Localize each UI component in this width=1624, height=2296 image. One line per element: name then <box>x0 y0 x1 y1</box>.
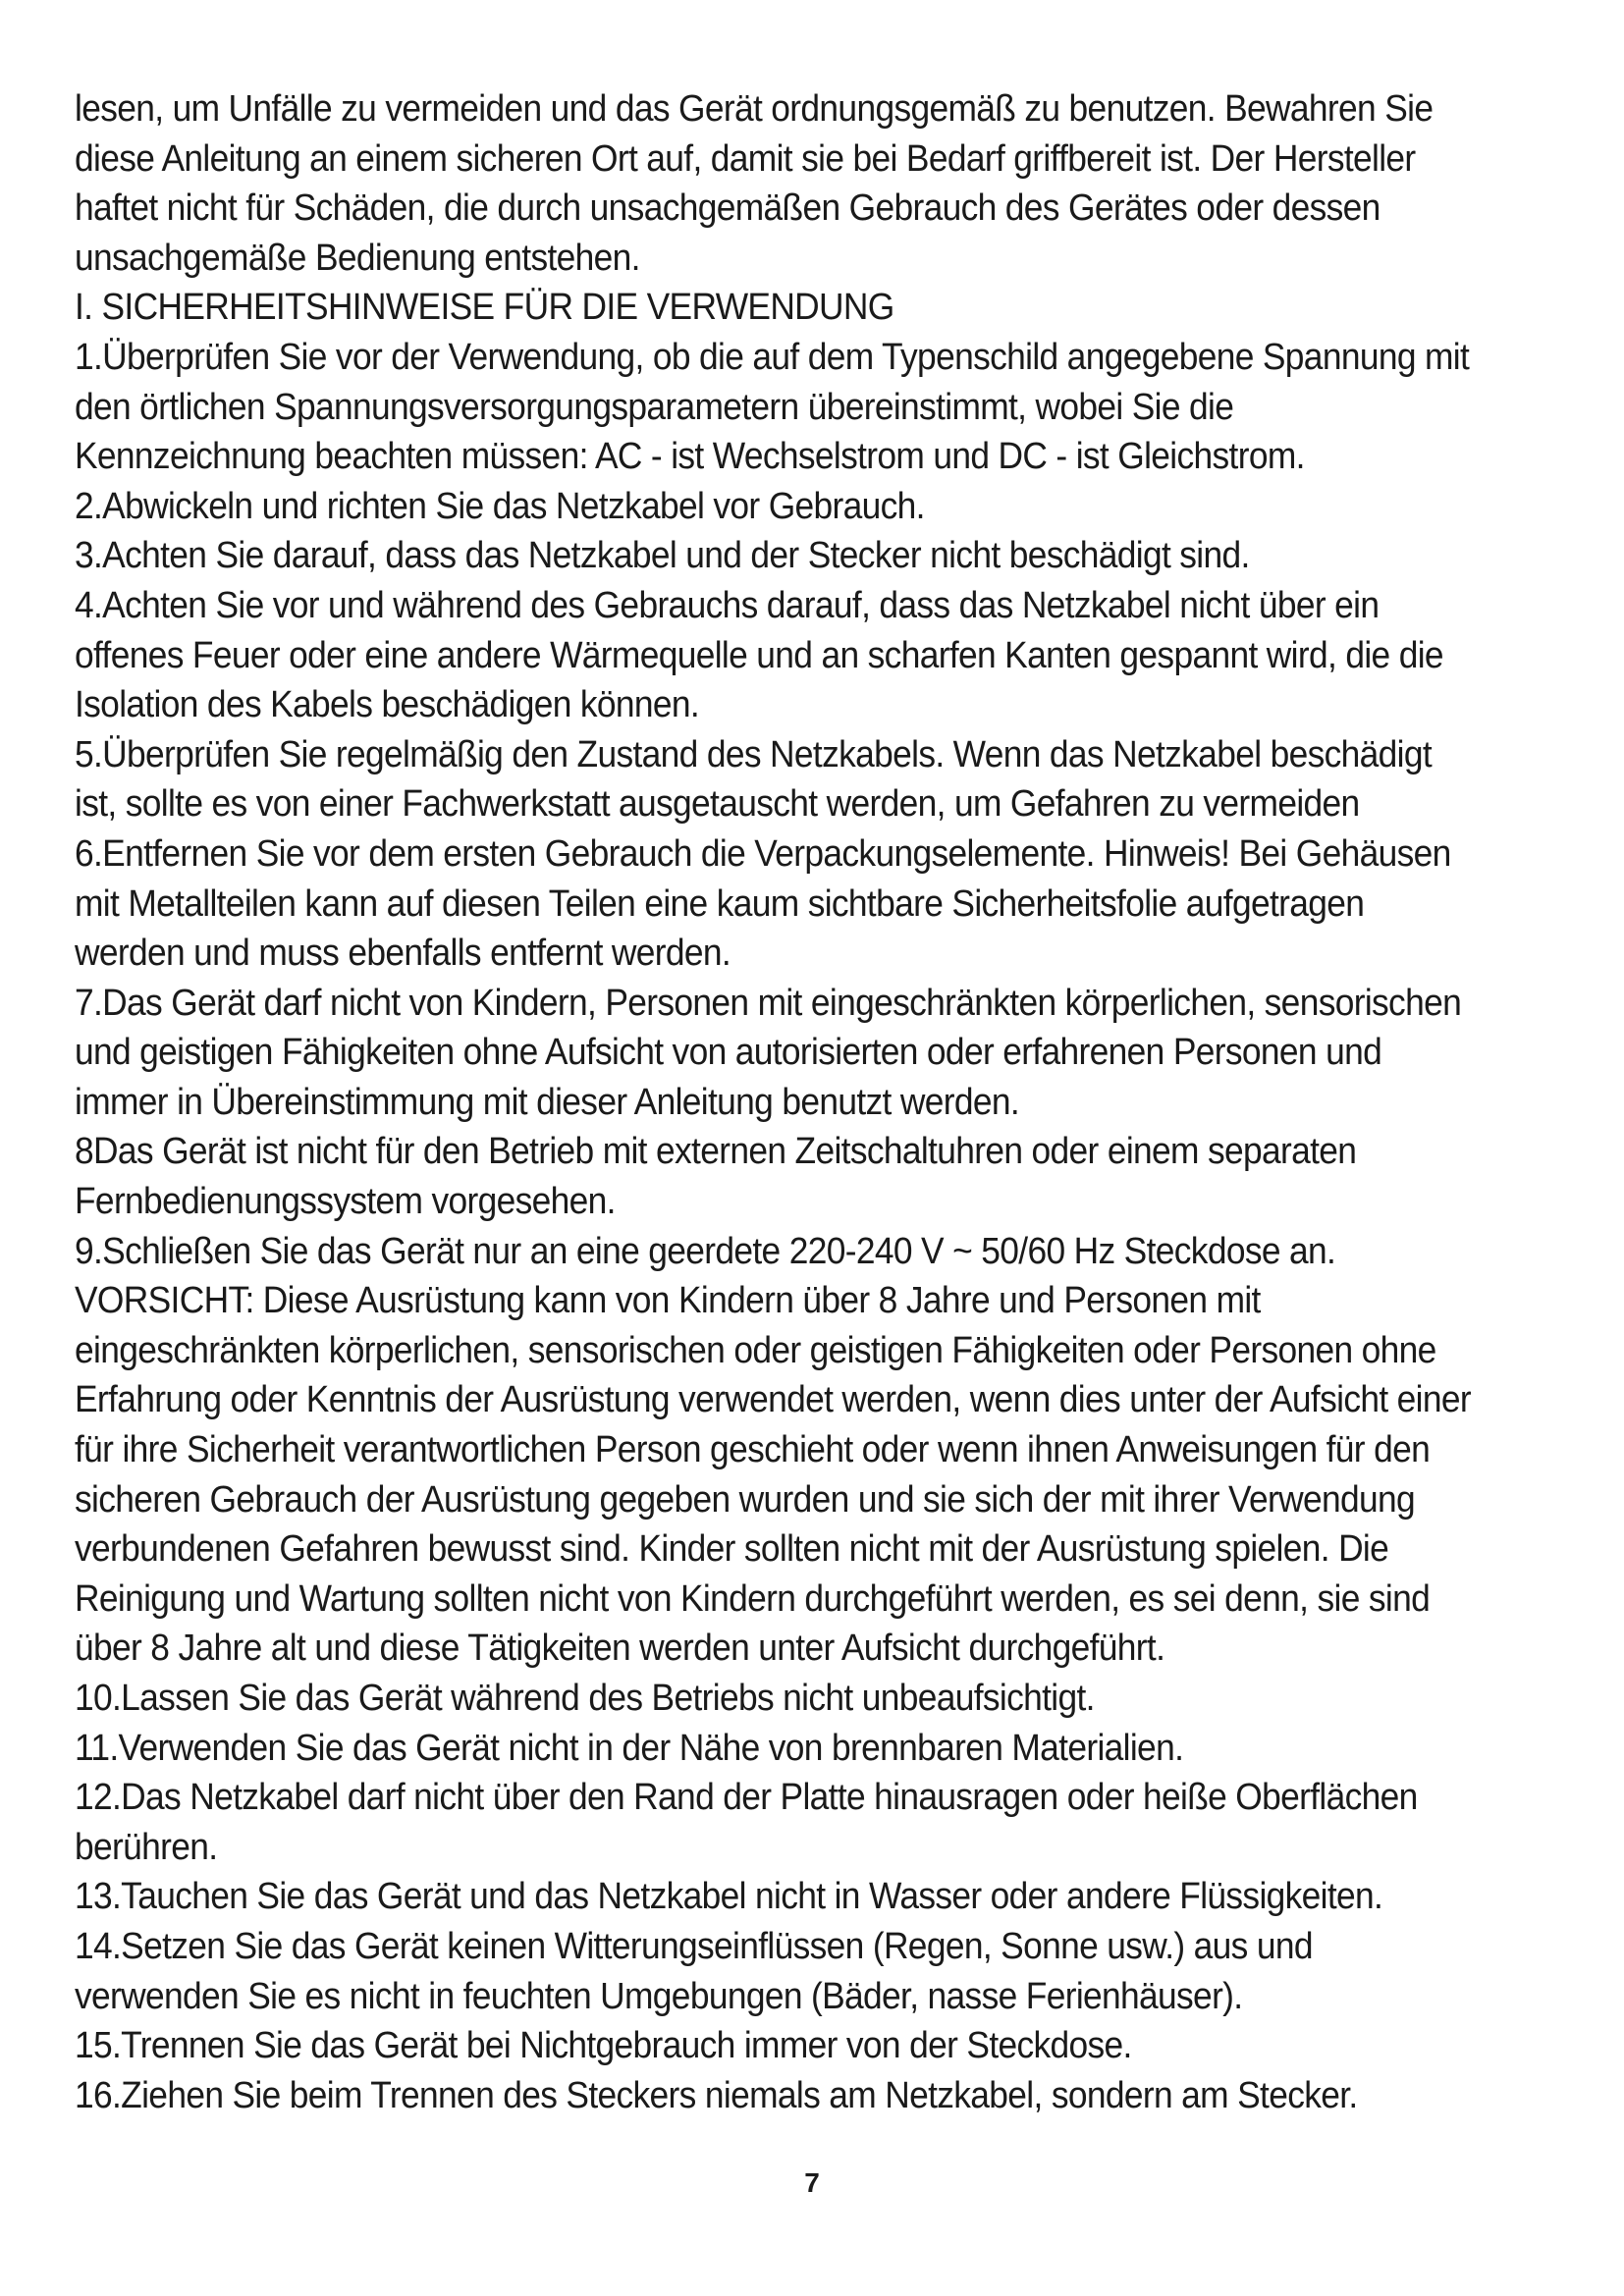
manual-page-body <box>75 84 1472 2120</box>
intro-paragraph: lesen, um Unfälle zu vermeiden und das Gerät ordnungsgemäß zu benutzen. Bewahren Sie diese Anleitung an einem sicheren Ort auf, damit sie bei Bedarf griffbereit ist. Der Hersteller haftet nicht für Schäden, die durch unsachgemäßen Gebrauch des Gerätes oder dessen unsachgemäße Bedienung entstehen. <box>75 88 1434 279</box>
safety-item-11: 11.Verwenden Sie das Gerät nicht in der Nähe von brennbaren Materialien. <box>75 1727 1184 1769</box>
safety-item-9: 9.Schließen Sie das Gerät nur an eine geerdete 220-240 V ~ 50/60 Hz Steckdose an. <box>75 1230 1336 1272</box>
safety-item-3: 3.Achten Sie darauf, dass das Netzkabel und der Stecker nicht beschädigt sind. <box>75 535 1250 577</box>
safety-item-6: 6.Entfernen Sie vor dem ersten Gebrauch die Verpackungselemente. Hinweis! Bei Gehäusen mit Metallteilen kann auf diesen Teilen eine kaum sichtbare Sicherheitsfolie aufgetragen werden und muss ebenfalls entfernt werden. <box>75 832 1451 975</box>
safety-item-2: 2.Abwickeln und richten Sie das Netzkabel vor Gebrauch. <box>75 485 925 527</box>
caution-paragraph: VORSICHT: Diese Ausrüstung kann von Kindern über 8 Jahre und Personen mit eingeschränkten körperlichen, sensorischen oder geistigen Fähigkeiten oder Personen ohne Erfahrung oder Kenntnis der Ausrüstung verwendet werden, wenn dies unter der Aufsicht einer für ihre Sicherheit verantwortlichen Person geschieht oder wenn ihnen Anweisungen für den sicheren Gebrauch der Ausrüstung gegeben wurden und sie sich der mit ihrer Verwendung verbundenen Gefahren bewusst sind. Kinder sollten nicht mit der Ausrüstung spielen. Die Reinigung und Wartung sollten nicht von Kindern durchgeführt werden, es sei denn, sie sind über 8 Jahre alt und diese Tätigkeiten werden unter Aufsicht durchgeführt. <box>75 1280 1472 1670</box>
safety-item-8: 8Das Gerät ist nicht für den Betrieb mit externen Zeitschaltuhren oder einem separaten Fernbedienungssystem vorgesehen. <box>75 1131 1357 1223</box>
safety-item-16: 16.Ziehen Sie beim Trennen des Steckers niemals am Netzkabel, sondern am Stecker. <box>75 2074 1358 2116</box>
safety-item-15: 15.Trennen Sie das Gerät bei Nichtgebrauch immer von der Steckdose. <box>75 2025 1132 2067</box>
safety-item-4: 4.Achten Sie vor und während des Gebrauchs darauf, dass das Netzkabel nicht über ein offenes Feuer oder eine andere Wärmequelle und an scharfen Kanten gespannt wird, die die Isolation des Kabels beschädigen können. <box>75 584 1443 726</box>
safety-item-13: 13.Tauchen Sie das Gerät und das Netzkabel nicht in Wasser oder andere Flüssigkeiten. <box>75 1876 1383 1918</box>
page-number: 7 <box>804 2167 820 2198</box>
safety-item-12: 12.Das Netzkabel darf nicht über den Rand der Platte hinausragen oder heiße Oberflächen berühren. <box>75 1777 1418 1868</box>
safety-item-10: 10.Lassen Sie das Gerät während des Betriebs nicht unbeaufsichtigt. <box>75 1678 1095 1719</box>
safety-item-1: 1.Überprüfen Sie vor der Verwendung, ob die auf dem Typenschild angegebene Spannung mit den örtlichen Spannungsversorgungsparametern übereinstimmt, wobei Sie die Kennzeichnung beachten müssen: AC - ist Wechselstrom und DC - ist Gleichstrom. <box>75 336 1470 478</box>
safety-item-5: 5.Überprüfen Sie regelmäßig den Zustand des Netzkabels. Wenn das Netzkabel beschädigt ist, sollte es von einer Fachwerkstatt ausgetauscht werden, um Gefahren zu vermeiden <box>75 733 1432 826</box>
safety-item-7: 7.Das Gerät darf nicht von Kindern, Personen mit eingeschränkten körperlichen, sensorischen und geistigen Fähigkeiten ohne Aufsicht von autorisierten oder erfahrenen Personen und immer in Übereinstimmung mit dieser Anleitung benutzt werden. <box>75 982 1462 1123</box>
safety-item-14: 14.Setzen Sie das Gerät keinen Witterungseinflüssen (Regen, Sonne usw.) aus und verwenden Sie es nicht in feuchten Umgebungen (Bäder, nasse Ferienhäuser). <box>75 1925 1313 2017</box>
section-heading: I. SICHERHEITSHINWEISE FÜR DIE VERWENDUNG <box>75 287 894 329</box>
